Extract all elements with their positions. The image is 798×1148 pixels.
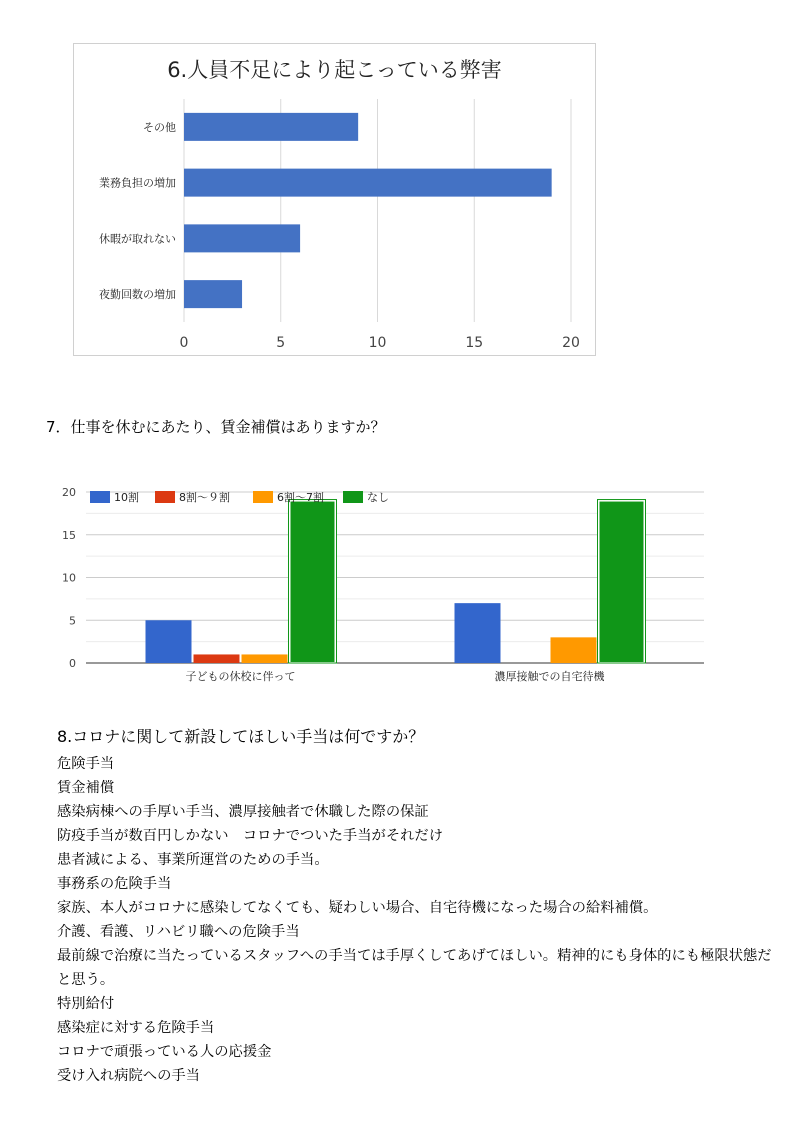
answer-item: 感染病棟への手厚い手当、濃厚接触者で休職した際の保証 <box>57 804 429 820</box>
answer-item: 最前線で治療に当たっているスタッフへの手当ては手厚くしてあげてほしい。精神的にも身体的にも極限状態だと思う。 <box>57 948 772 988</box>
answer-item: 患者減による、事業所運営のための手当。 <box>57 852 329 868</box>
category-label: 夜勤回数の増加 <box>99 288 176 302</box>
x-tick-label: 0 <box>179 335 189 351</box>
chart-plot <box>74 44 595 355</box>
legend-label: 10割 <box>114 491 139 504</box>
bar-3 <box>184 224 300 252</box>
bar-1-3 <box>242 654 288 663</box>
answer-item: 賃金補償 <box>57 780 115 796</box>
chart-title: 6.人員不足により起こっている弊害 <box>167 58 502 82</box>
bar-2-3 <box>551 637 597 663</box>
bar-1 <box>184 113 358 141</box>
legend-label: 6割～7割 <box>277 491 324 504</box>
legend-swatch <box>90 491 110 503</box>
category-label: 子どもの休校に伴って <box>185 670 296 683</box>
legend-label: 8割～９割 <box>179 491 230 504</box>
x-tick-label: 15 <box>465 335 484 351</box>
answer-item: 事務系の危険手当 <box>57 876 172 892</box>
category-label: 業務負担の増加 <box>99 176 176 190</box>
y-tick-label: 5 <box>69 614 76 628</box>
bar-4 <box>184 280 242 308</box>
answer-item: 防疫手当が数百円しかない コロナでついた手当がそれだけ <box>57 828 444 844</box>
x-tick-label: 5 <box>276 335 286 351</box>
legend-label: なし <box>367 491 389 504</box>
legend-swatch <box>343 491 363 503</box>
bar-1-2 <box>194 654 240 663</box>
bar-1-4 <box>290 501 336 663</box>
answer-item: 家族、本人がコロナに感染してなくても、疑わしい場合、自宅待機になった場合の給料補償。 <box>57 900 658 916</box>
answer-item: 危険手当 <box>57 756 115 772</box>
answer-item: コロナで頑張っている人の応援金 <box>57 1044 272 1060</box>
category-label: その他 <box>143 120 176 134</box>
question-8-title: 8.コロナに関して新設してほしい手当は何ですか？ <box>57 727 425 746</box>
category-label: 休暇が取れない <box>99 232 176 246</box>
legend-swatch <box>155 491 175 503</box>
bar-2-4 <box>599 501 645 663</box>
x-tick-label: 10 <box>368 335 387 351</box>
answer-item: 感染症に対する危険手当 <box>57 1020 215 1036</box>
x-tick-label: 20 <box>562 335 580 351</box>
y-tick-label: 15 <box>62 528 76 542</box>
y-tick-label: 0 <box>69 657 76 670</box>
y-tick-label: 20 <box>62 486 76 499</box>
chart-staff-shortage <box>73 43 596 356</box>
question-7-title: 7．仕事を休むにあたり、賃金補償はありますか？ <box>46 418 386 436</box>
bar-2 <box>184 169 552 197</box>
answer-item: 受け入れ病院への手当 <box>57 1068 200 1084</box>
answer-item: 介護、看護、リハビリ職への危険手当 <box>57 924 300 940</box>
y-tick-label: 10 <box>62 571 76 585</box>
category-label: 濃厚接触での自宅待機 <box>494 670 605 683</box>
bar-2-1 <box>455 603 501 663</box>
legend-swatch <box>253 491 273 503</box>
bar-1-1 <box>146 620 192 663</box>
answer-item: 特別給付 <box>57 996 115 1012</box>
chart-plot <box>56 480 716 690</box>
answer-list <box>57 752 777 1088</box>
question-8-section <box>57 724 777 1088</box>
chart-wage-compensation <box>56 480 716 694</box>
